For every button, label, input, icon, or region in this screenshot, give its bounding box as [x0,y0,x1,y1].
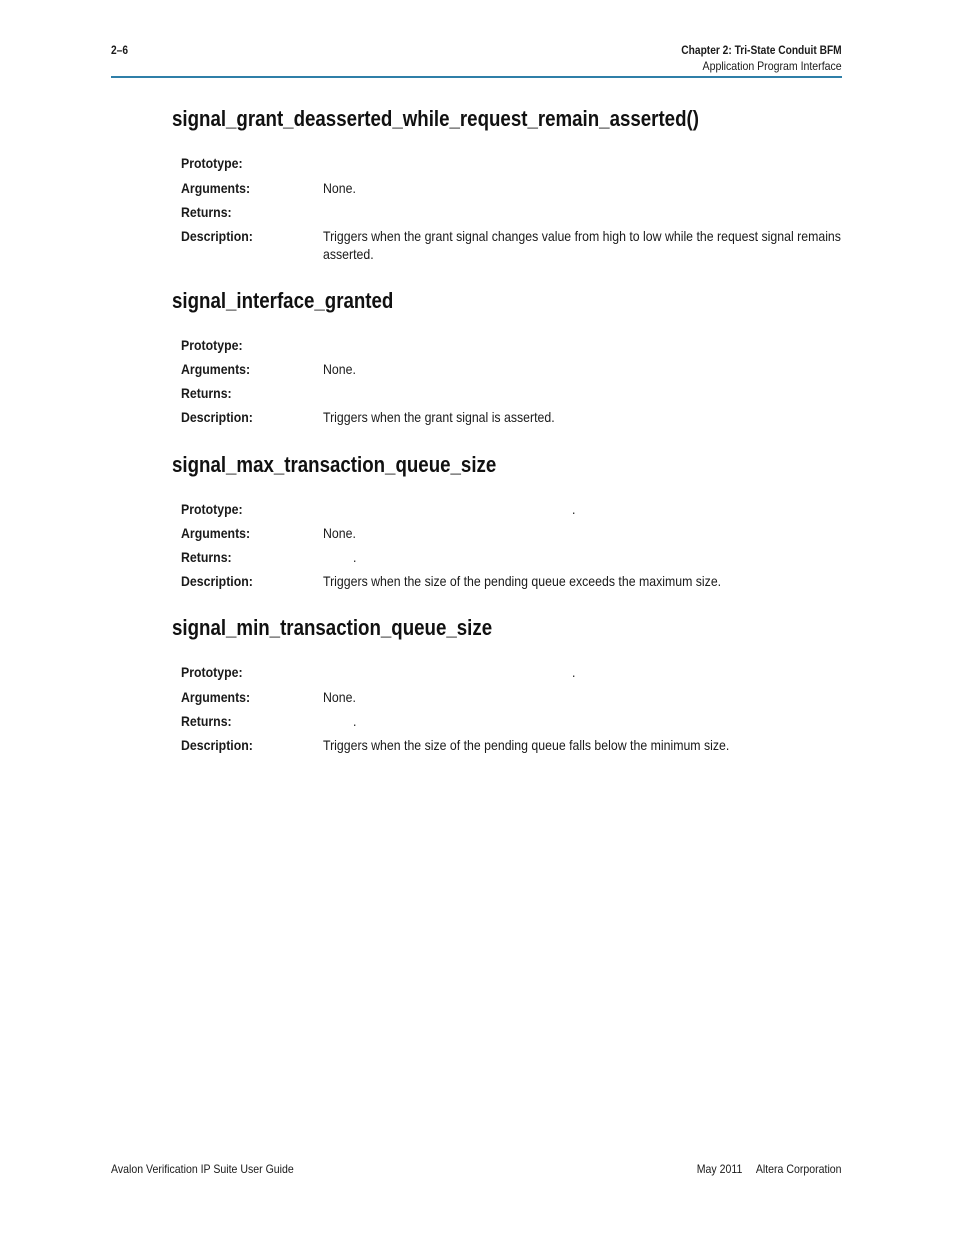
footer-guide-title: Avalon Verification IP Suite User Guide [111,1162,294,1176]
field-value: None. [323,525,356,541]
api-heading-min-queue-size: signal_min_transaction_queue_size [172,615,493,640]
field-value: . [572,664,576,680]
field-value: Triggers when the size of the pending queue falls below the minimum size. [323,737,730,753]
field-value: . [572,501,576,517]
field-label: Returns: [181,385,232,401]
footer-date: May 2011 [697,1162,743,1176]
field-value: None. [323,689,356,705]
field-value: None. [323,361,356,377]
field-label: Prototype: [181,155,243,171]
field-value: Triggers when the grant signal is asserted. [323,409,555,425]
field-label: Description: [181,573,253,589]
field-label: Returns: [181,204,232,220]
footer-company: Altera Corporation [756,1162,842,1176]
field-label: Arguments: [181,689,251,705]
field-value: Triggers when the grant signal changes value from high to low while the request signal remains asserted. [323,228,841,262]
field-value: . [353,713,357,729]
api-heading-max-queue-size: signal_max_transaction_queue_size [172,452,497,477]
api-heading-grant-deasserted: signal_grant_deasserted_while_request_remain_asserted() [172,106,699,131]
section-title-header: Application Program Interface [702,59,842,73]
field-label: Description: [181,737,253,753]
chapter-title: Chapter 2: Tri-State Conduit BFM [681,43,842,57]
field-label: Prototype: [181,337,243,353]
header-rule [111,76,842,78]
field-label: Returns: [181,549,232,565]
field-label: Arguments: [181,525,251,541]
field-label: Description: [181,228,253,244]
running-header [653,43,842,73]
field-label: Prototype: [181,501,243,517]
field-label: Returns: [181,713,232,729]
field-value: None. [323,180,356,196]
field-label: Arguments: [181,361,251,377]
field-label: Arguments: [181,180,251,196]
field-label: Prototype: [181,664,243,680]
field-label: Description: [181,409,253,425]
field-value: . [353,549,357,565]
page-number: 2–6 [111,43,129,57]
field-value: Triggers when the size of the pending queue exceeds the maximum size. [323,573,722,589]
api-heading-interface-granted: signal_interface_granted [172,288,394,313]
footer-right [697,1162,842,1176]
